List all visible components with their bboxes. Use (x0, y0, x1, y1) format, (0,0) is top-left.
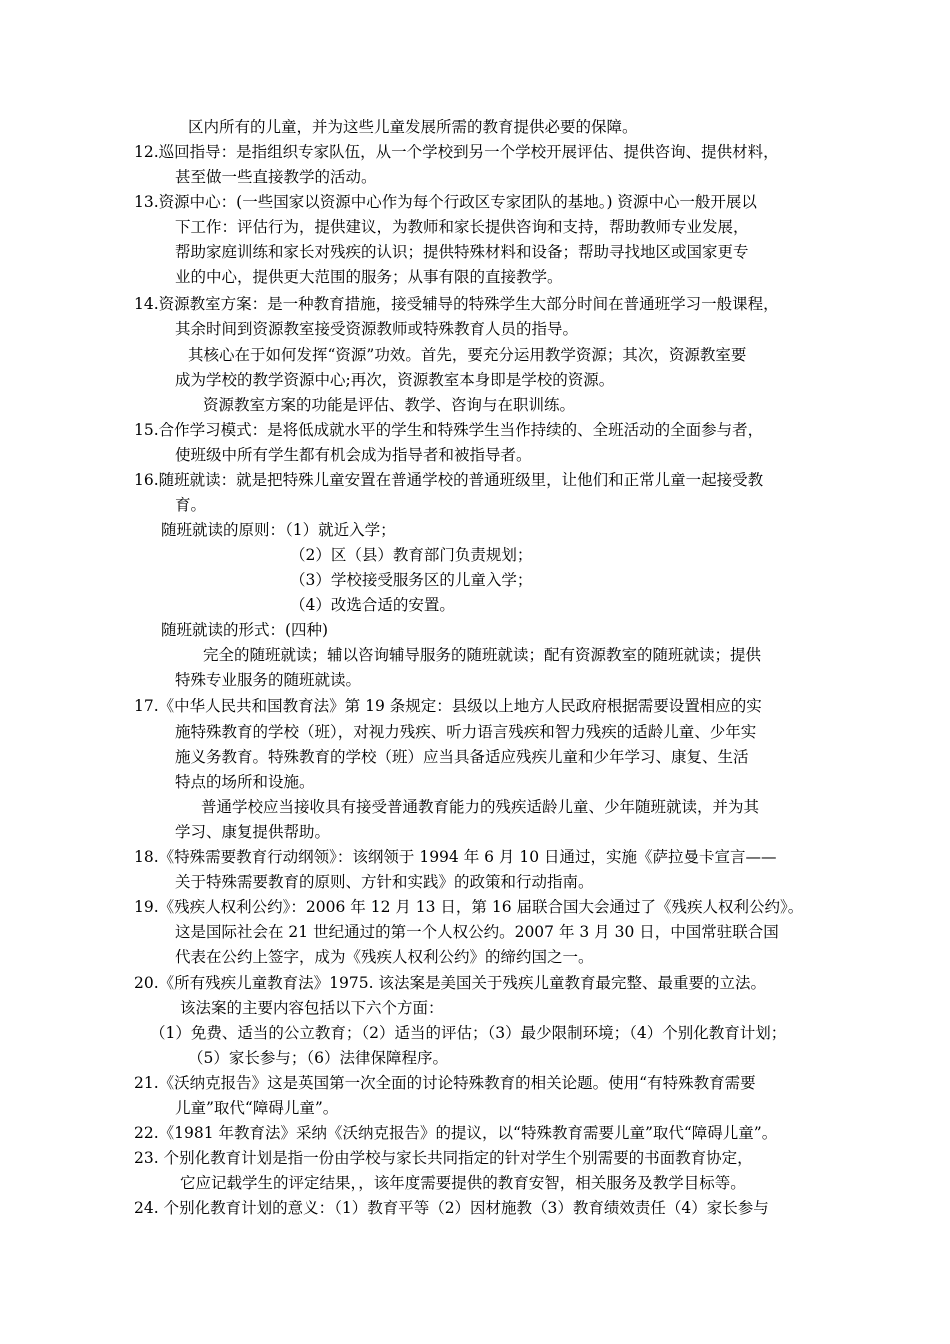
text-line: 儿童”取代“障碍儿童”。 (175, 1099, 339, 1117)
text-line: 19.《残疾人权利公约》：2006 年 12 月 13 日，第 16 届联合国大会通过了《残疾人权利公约》。 (134, 898, 804, 916)
text-line: （4）改选合适的安置。 (290, 596, 455, 614)
text-line: 23. 个别化教育计划是指一份由学校与家长共同指定的针对学生个别需要的书面教育协定， (134, 1149, 753, 1167)
text-line: 完全的随班就读；辅以咨询辅导服务的随班就读；配有资源教室的随班就读；提供 (203, 646, 762, 664)
text-line: 这是国际社会在 21 世纪通过的第一个人权公约。2007 年 3 月 30 日，中国常驻联合国 (175, 923, 779, 941)
text-line: 20.《所有残疾儿童教育法》1975. 该法案是美国关于残疾儿童教育最完整、最重要的立法。 (134, 974, 766, 992)
text-line: 其余时间到资源教室接受资源教师或特殊教育人员的指导。 (175, 320, 579, 338)
text-line: （2）区（县）教育部门负责规划； (290, 546, 533, 564)
text-line: 16.随班就读：就是把特殊儿童安置在普通学校的普通班级里，让他们和正常儿童一起接受教 (134, 471, 764, 489)
text-line: 24. 个别化教育计划的意义：（1）教育平等（2）因材施教（3）教育绩效责任（4）家长参与 (134, 1199, 769, 1217)
text-line: （1）免费、适当的公立教育；（2）适当的评估；（3）最少限制环境；（4）个别化教育计划； (150, 1024, 787, 1042)
text-line: 甚至做一些直接教学的活动。 (175, 168, 377, 186)
text-line: 施义务教育。特殊教育的学校（班）应当具备适应残疾儿童和少年学习、康复、生活 (175, 748, 749, 766)
text-line: 特殊专业服务的随班就读。 (175, 671, 362, 689)
text-line: 其核心在于如何发挥“资源”功效。首先，要充分运用教学资源；其次，资源教室要 (188, 346, 747, 364)
text-line: 施特殊教育的学校（班），对视力残疾、听力语言残疾和智力残疾的适龄儿童、少年实 (175, 723, 757, 741)
text-line: 下工作：评估行为，提供建议，为教师和家长提供咨询和支持，帮助教师专业发展， (175, 218, 749, 236)
text-line: （5）家长参与；（6）法律保障程序。 (188, 1049, 448, 1067)
text-line: 成为学校的教学资源中心;再次，资源教室本身即是学校的资源。 (175, 371, 615, 389)
text-line: 帮助家庭训练和家长对残疾的认识；提供特殊材料和设备；帮助寻找地区或国家更专 (175, 243, 749, 261)
text-line: 学习、康复提供帮助。 (175, 823, 331, 841)
text-line: 资源教室方案的功能是评估、教学、咨询与在职训练。 (203, 396, 576, 414)
text-line: 该法案的主要内容包括以下六个方面： (180, 999, 444, 1017)
text-line: 它应记载学生的评定结果，，该年度需要提供的教育安智，相关服务及教学目标等。 (180, 1174, 746, 1192)
text-line: 22.《1981 年教育法》采纳《沃纳克报告》的提议，以“特殊教育需要儿童”取代“障碍儿童”。 (134, 1124, 778, 1142)
text-line: 13.资源中心：(一些国家以资源中心作为每个行政区专家团队的基地。) 资源中心一般开展以 (134, 193, 757, 211)
text-line: 普通学校应当接收具有接受普通教育能力的残疾适龄儿童、少年随班就读，并为其 (201, 798, 760, 816)
text-line: 14.资源教室方案：是一种教育措施，接受辅导的特殊学生大部分时间在普通班学习一般课程， (134, 295, 779, 313)
text-line: 特点的场所和设施。 (175, 773, 315, 791)
text-line: 随班就读的原则：（1）就近入学； (161, 521, 396, 539)
text-line: 育。 (175, 496, 207, 514)
text-line: 15.合作学习模式：是将低成就水平的学生和特殊学生当作持续的、全班活动的全面参与者， (134, 421, 764, 439)
text-line: 关于特殊需要教育的原则、方针和实践》的政策和行动指南。 (175, 873, 594, 891)
text-line: 21.《沃纳克报告》这是英国第一次全面的讨论特殊教育的相关论题。使用“有特殊教育需要 (134, 1074, 756, 1092)
text-line: 使班级中所有学生都有机会成为指导者和被指导者。 (175, 446, 532, 464)
text-line: 区内所有的儿童，并为这些儿童发展所需的教育提供必要的保障。 (188, 118, 638, 136)
text-line: 代表在公约上签字，成为《残疾人权利公约》的缔约国之一。 (175, 948, 594, 966)
text-line: （3）学校接受服务区的儿童入学； (290, 571, 533, 589)
text-line: 随班就读的形式：(四种) (161, 621, 329, 639)
text-line: 12.巡回指导：是指组织专家队伍，从一个学校到另一个学校开展评估、提供咨询、提供材料， (134, 143, 779, 161)
text-line: 业的中心，提供更大范围的服务；从事有限的直接教学。 (175, 268, 563, 286)
text-line: 17.《中华人民共和国教育法》第 19 条规定：县级以上地方人民政府根据需要设置相应的实 (134, 697, 762, 715)
text-line: 18.《特殊需要教育行动纲领》：该纲领于 1994 年 6 月 10 日通过，实施《萨拉曼卡宣言—— (134, 848, 777, 866)
